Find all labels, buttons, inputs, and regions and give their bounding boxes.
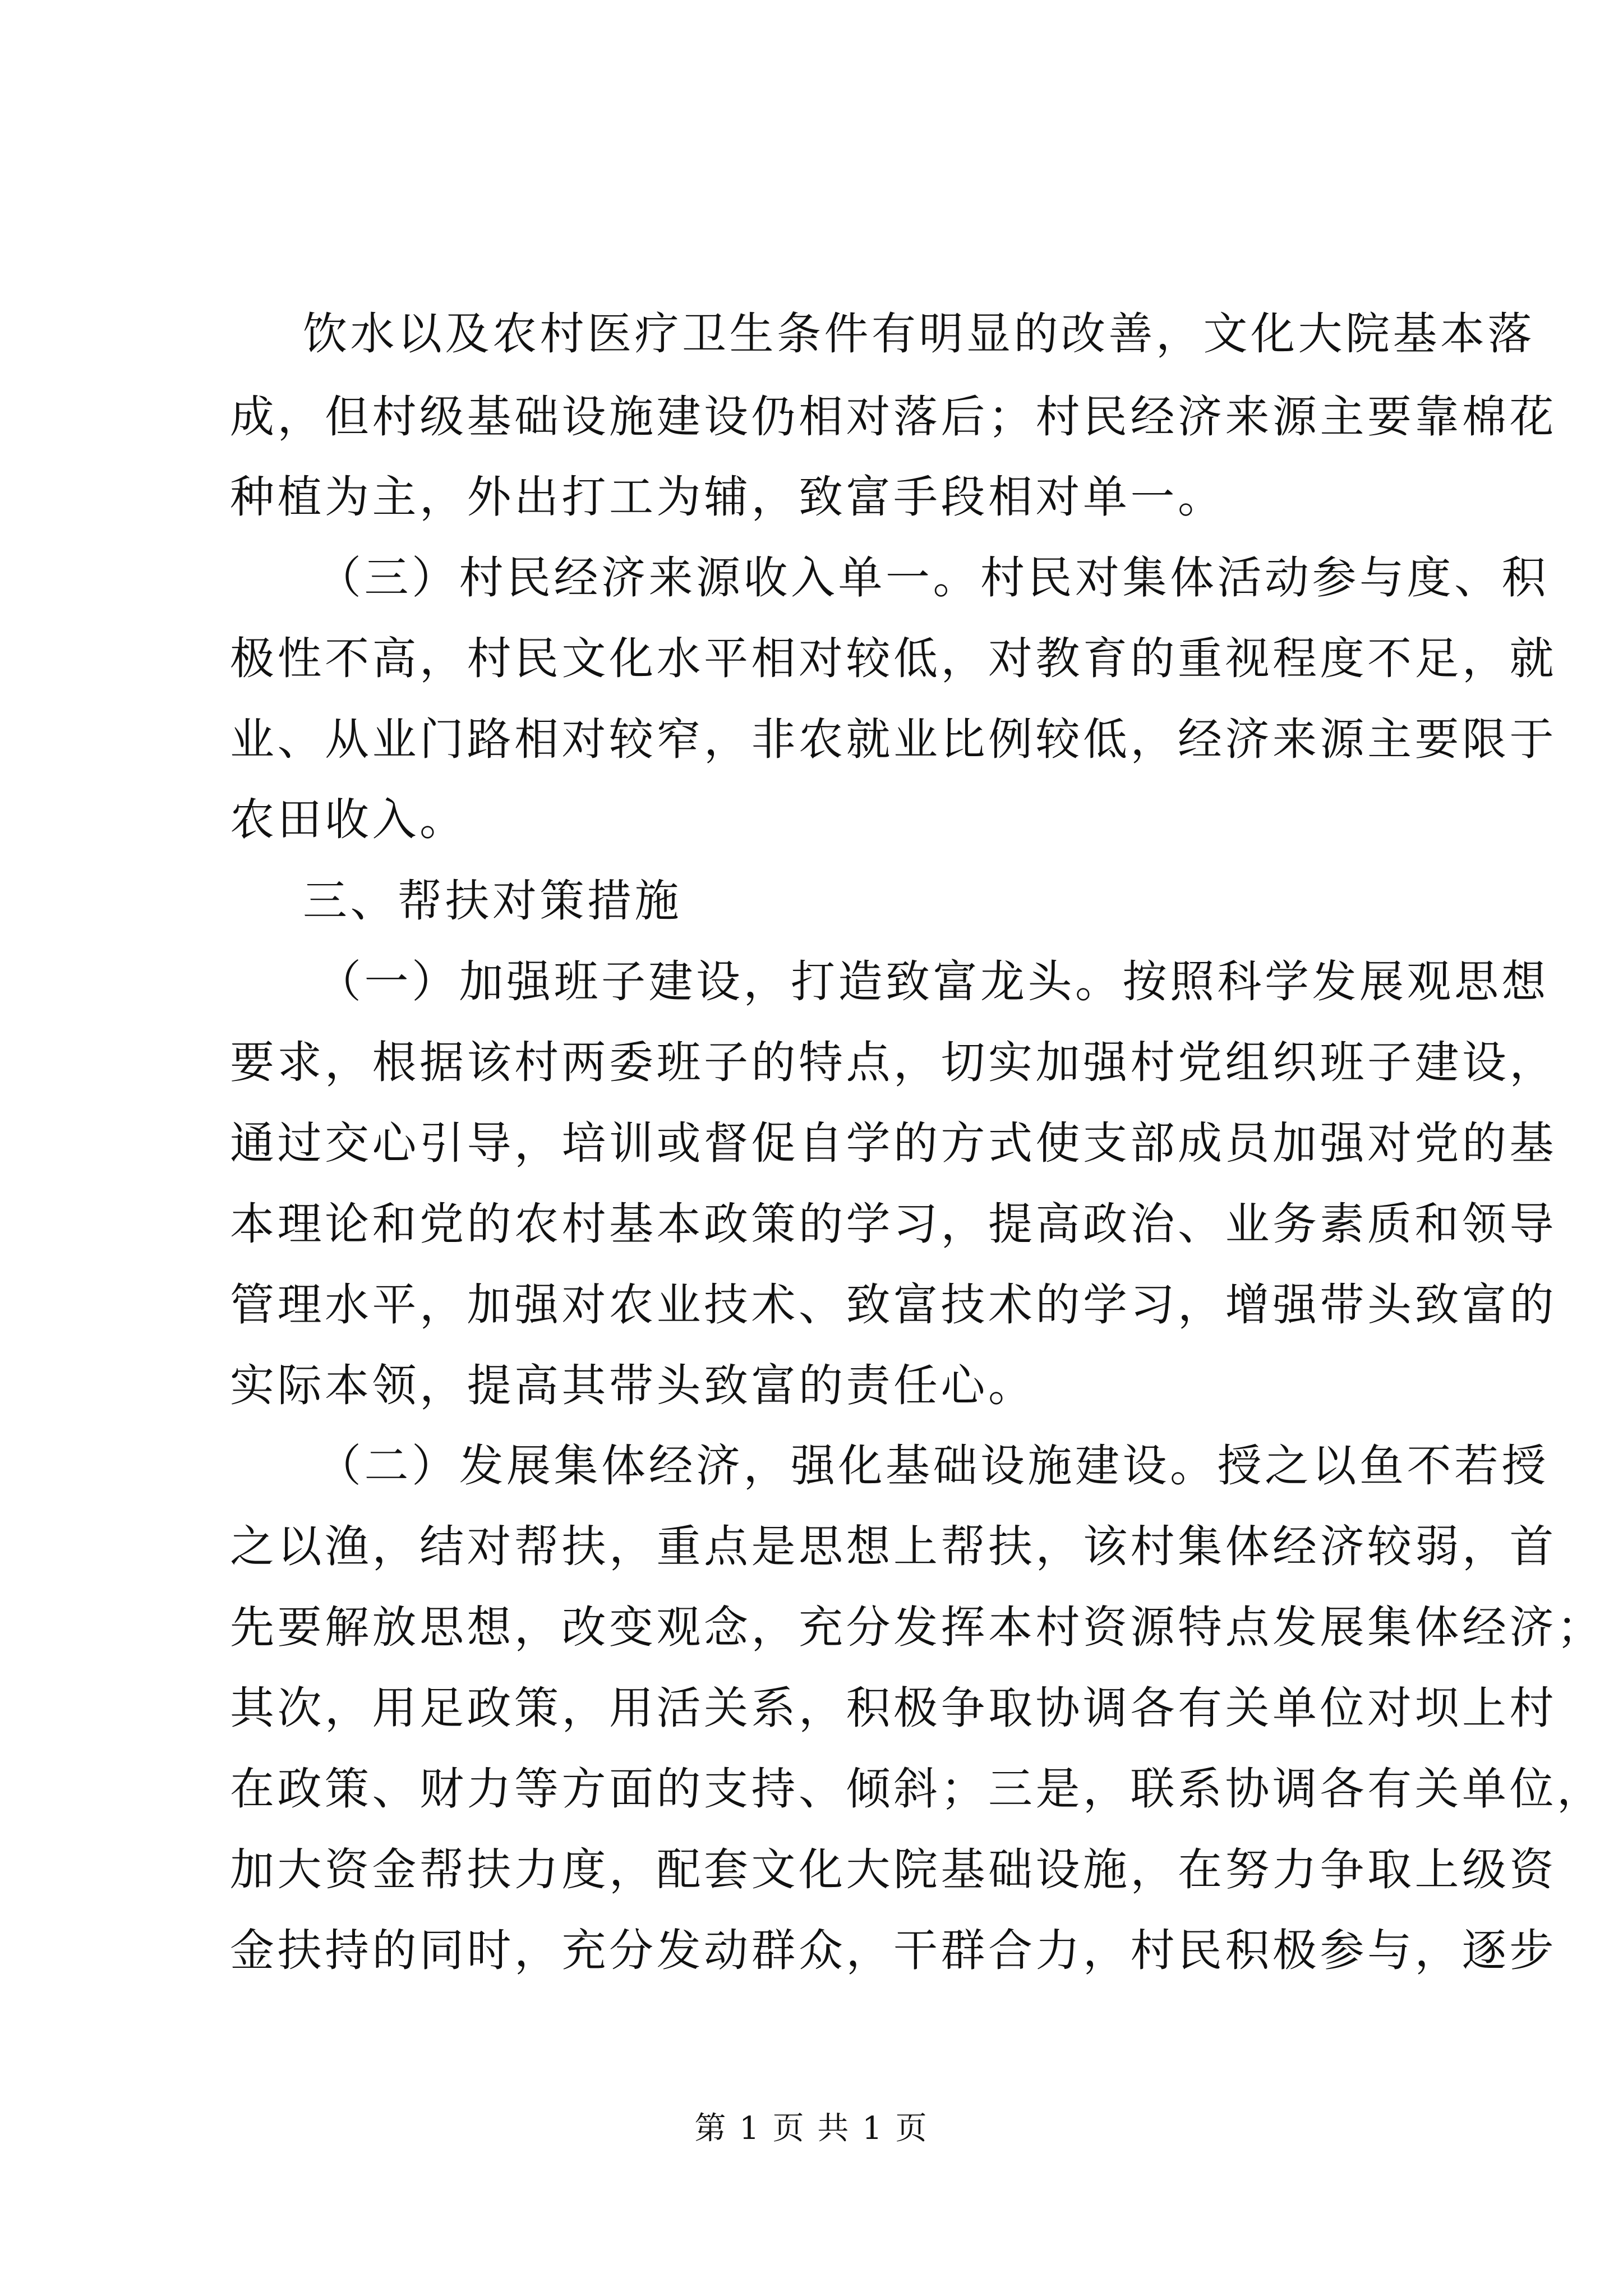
text-line-12: 本理论和党的农村基本政策的学习，提高政治、业务素质和领导 — [230, 1198, 1557, 1250]
text-line-1: 饮水以及农村医疗卫生条件有明显的改善，文化大院基本落 — [303, 308, 1535, 360]
text-line-3: 种植为主，外出打工为辅，致富手段相对单一。 — [230, 471, 1225, 523]
text-line-20: 加大资金帮扶力度，配套文化大院基础设施，在努力争取上级资 — [230, 1844, 1557, 1895]
text-line-21: 金扶持的同时，充分发动群众，干群合力，村民积极参与，逐步 — [230, 1925, 1557, 1976]
text-line-7: 农田收入。 — [230, 794, 467, 845]
text-line-11: 通过交心引导，培训或督促自学的方式使支部成员加强对党的基 — [230, 1117, 1557, 1169]
text-line-13: 管理水平，加强对农业技术、致富技术的学习，增强带头致富的 — [230, 1279, 1557, 1331]
text-line-4: （三）村民经济来源收入单一。村民对集体活动参与度、积 — [317, 552, 1549, 604]
text-line-18: 其次，用足政策，用活关系，积极争取协调各有关单位对坝上村 — [230, 1682, 1557, 1734]
text-line-16: 之以渔，结对帮扶，重点是思想上帮扶，该村集体经济较弱，首 — [230, 1521, 1557, 1572]
text-line-5: 极性不高，村民文化水平相对较低，对教育的重视程度不足，就 — [230, 633, 1557, 684]
text-line-6: 业、从业门路相对较窄，非农就业比例较低，经济来源主要限于 — [230, 714, 1557, 765]
text-line-10: 要求，根据该村两委班子的特点，切实加强村党组织班子建设， — [230, 1037, 1557, 1088]
text-line-9: （一）加强班子建设，打造致富龙头。按照科学发展观思想 — [317, 956, 1549, 1007]
text-line-19: 在政策、财力等方面的支持、倾斜；三是，联系协调各有关单位， — [230, 1763, 1604, 1815]
section-heading: 三、帮扶对策措施 — [303, 875, 682, 927]
text-line-2: 成，但村级基础设施建设仍相对落后；村民经济来源主要靠棉花 — [230, 391, 1557, 443]
page-footer: 第 1 页 共 1 页 — [694, 2110, 929, 2147]
text-line-17: 先要解放思想，改变观念，充分发挥本村资源特点发展集体经济； — [230, 1602, 1604, 1653]
text-line-15: （二）发展集体经济，强化基础设施建设。授之以鱼不若授 — [317, 1440, 1549, 1492]
text-line-14: 实际本领，提高其带头致富的责任心。 — [230, 1360, 1036, 1411]
